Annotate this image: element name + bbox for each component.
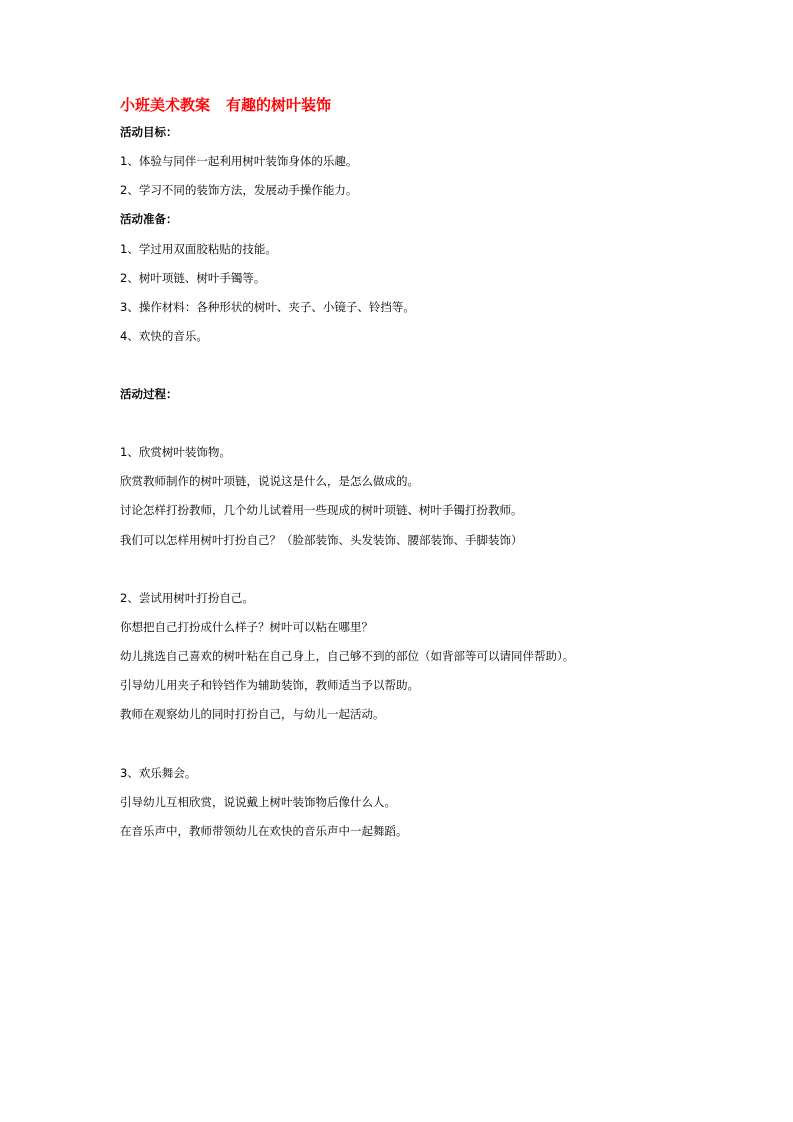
preparation-heading: 活动准备： <box>120 212 178 226</box>
title-part-2: 有趣的树叶装饰 <box>226 96 332 114</box>
goal-item: 1、体验与同伴一起利用树叶装饰身体的乐趣。 <box>120 154 358 168</box>
step-1-title: 1、欣赏树叶装饰物。 <box>120 445 231 459</box>
goal-item: 2、学习不同的装饰方法，发展动手操作能力。 <box>120 183 358 197</box>
step-3-line: 在音乐声中，教师带领幼儿在欢快的音乐声中一起舞蹈。 <box>120 824 408 838</box>
step-1-line: 讨论怎样打扮教师，几个幼儿试着用一些现成的树叶项链、树叶手镯打扮教师。 <box>120 503 523 517</box>
preparation-item: 4、欢快的音乐。 <box>120 329 208 343</box>
preparation-item: 1、学过用双面胶粘贴的技能。 <box>120 242 277 256</box>
preparation-item: 3、操作材料：各种形状的树叶、夹子、小镜子、铃挡等。 <box>120 300 415 314</box>
step-1-line: 我们可以怎样用树叶打扮自己？（脸部装饰、头发装饰、腰部装饰、手脚装饰） <box>120 533 523 547</box>
step-3-title: 3、欢乐舞会。 <box>120 766 197 780</box>
title-part-1: 小班美术教案 <box>120 96 211 114</box>
document-title <box>120 95 331 115</box>
process-heading: 活动过程： <box>120 387 178 401</box>
goals-heading: 活动目标： <box>120 125 178 139</box>
step-2-line: 教师在观察幼儿的同时打扮自己，与幼儿一起活动。 <box>120 707 385 721</box>
step-2-title: 2、尝试用树叶打扮自己。 <box>120 591 254 605</box>
step-3-line: 引导幼儿互相欣赏，说说戴上树叶装饰物后像什么人。 <box>120 795 396 809</box>
step-2-line: 幼儿挑选自己喜欢的树叶粘在自己身上，自己够不到的部位（如背部等可以请同伴帮助）。 <box>120 649 575 663</box>
step-2-line: 你想把自己打扮成什么样子？树叶可以粘在哪里？ <box>120 620 373 634</box>
preparation-item: 2、树叶项链、树叶手镯等。 <box>120 271 266 285</box>
step-1-line: 欣赏教师制作的树叶项链，说说这是什么，是怎么做成的。 <box>120 474 419 488</box>
step-2-line: 引导幼儿用夹子和铃铛作为辅助装饰，教师适当予以帮助。 <box>120 678 419 692</box>
